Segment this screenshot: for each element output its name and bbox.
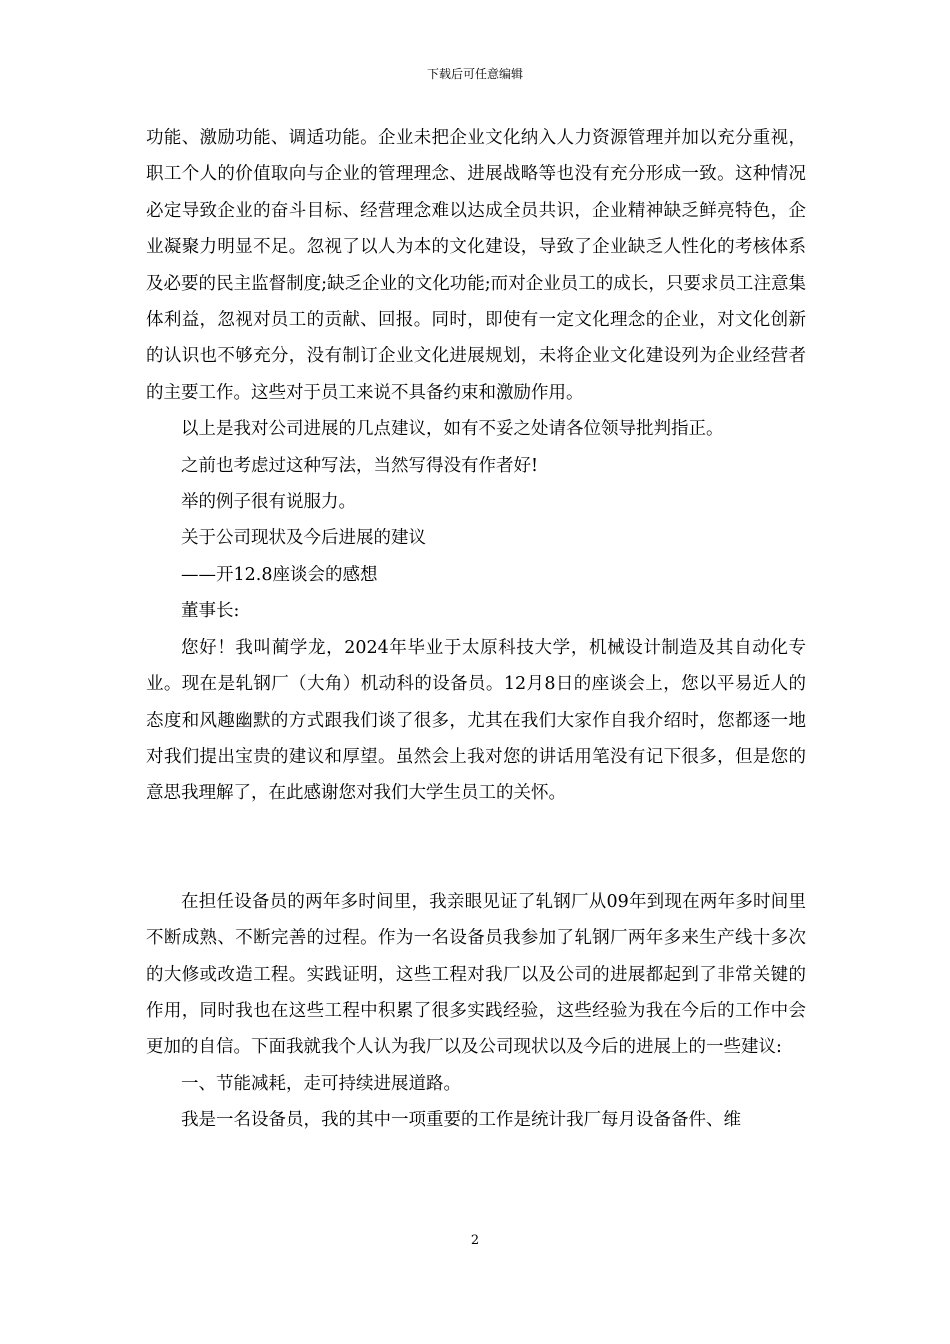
section-heading-energy: 一、节能减耗，走可持续进展道路。 (181, 1073, 461, 1094)
paragraph-comment-1: 之前也考虑过这种写法，当然写得没有作者好! (181, 455, 539, 476)
letter-salutation: 董事长: (181, 601, 240, 622)
paragraph-culture-function: 功能、激励功能、调适功能。企业未把企业文化纳入人力资源管理并加以充分重视，职工个人的价值取向与企业的管理理念、进展战略等也没有充分形成一致。这种情况必定导致企业的奋斗目标、经营理念难以达成全员共识，企业精神缺乏鲜亮特色，企业凝聚力明显不足。忽视了以人为本的文化建设，导致了企业缺乏人性化的考核体系及必要的民主监督制度;缺乏企业的文化功能;而对企业员工的成长，只要求员工注意集体利益，忽视对员工的贡献、回报。同时，即使有一定文化理念的企业，对文化创新的认识也不够充分，没有制订企业文化进展规划，未将企业文化建设列为企业经营者的主要工作。这些对于员工来说不具备约束和激励作用。 (146, 128, 806, 403)
paragraph-conclusion: 以上是我对公司进展的几点建议，如有不妥之处请各位领导批判指正。 (181, 419, 724, 440)
paragraph-spacer (146, 812, 806, 884)
paragraph-greeting: 您好！我叫蔺学龙，2024年毕业于太原科技大学，机械设计制造及其自动化专业。现在是轧钢厂（大角）机动科的设备员。12月8日的座谈会上，您以平易近人的态度和风趣幽默的方式跟我们谈了很多，尤其在我们大家作自我介绍时，您都逐一地对我们提出宝贵的建议和厚望。虽然会上我对您的讲话用笔没有记下很多，但是您的意思我理解了，在此感谢您对我们大学生员工的关怀。 (146, 637, 806, 804)
letter-title: 关于公司现状及今后进展的建议 (181, 528, 426, 549)
document-body (146, 120, 806, 1139)
paragraph-comment-2: 举的例子很有说服力。 (181, 492, 356, 513)
paragraph-experience: 在担任设备员的两年多时间里，我亲眼见证了轧钢厂从09年到现在两年多时间里不断成熟、不断完善的过程。作为一名设备员我参加了轧钢厂两年多来生产线十多次的大修或改造工程。实践证明，这些工程对我厂以及公司的进展都起到了非常关键的作用，同时我也在这些工程中积累了很多实践经验，这些经验为我在今后的工作中会更加的自信。下面我就我个人认为我厂以及公司现状以及今后的进展上的一些建议: (146, 891, 806, 1058)
letter-subtitle: ——开12.8座谈会的感想 (181, 564, 378, 585)
page-header: 下载后可任意编辑 (426, 67, 523, 81)
paragraph-equipment: 我是一名设备员，我的其中一项重要的工作是统计我厂每月设备备件、维 (181, 1110, 741, 1131)
page-number: 2 (470, 1233, 480, 1248)
